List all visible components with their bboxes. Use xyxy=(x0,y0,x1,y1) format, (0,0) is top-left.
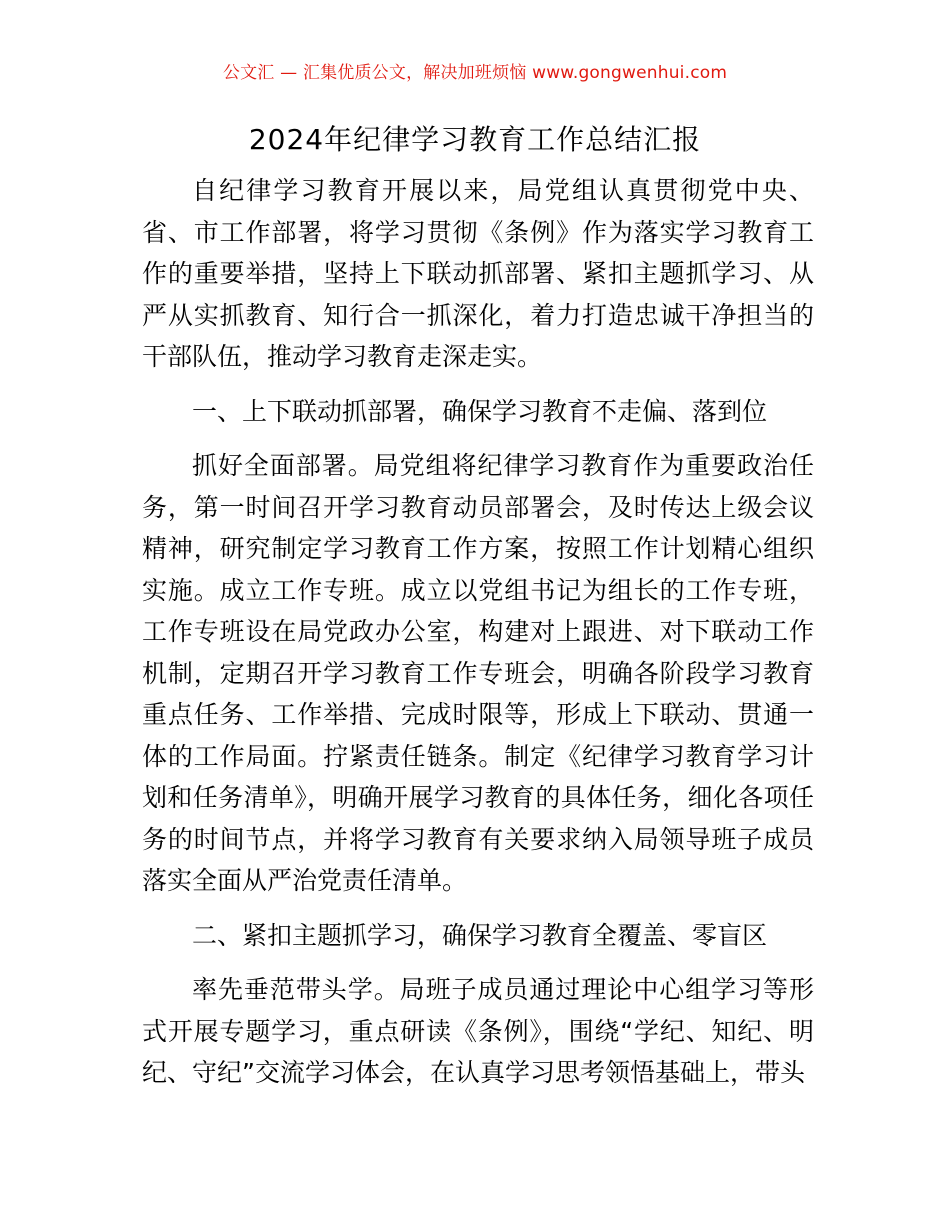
document-body xyxy=(142,170,814,1107)
section-heading-2: 二、紧扣主题抓学习，确保学习教育全覆盖、零盲区 xyxy=(192,920,768,950)
section-2-paragraph: 率先垂范带头学。局班子成员通过理论中心组学习等形式开展专题学习，重点研读《条例》，围绕“学纪、知纪、明纪、守纪”交流学习体会，在认真学习思考领悟基础上，带头 xyxy=(142,975,814,1087)
section-1-paragraph: 抓好全面部署。局党组将纪律学习教育作为重要政治任务，第一时间召开学习教育动员部署会，及时传达上级会议精神，研究制定学习教育工作方案，按照工作计划精心组织实施。成立工作专班。成立以党组书记为组长的工作专班，工作专班设在局党政办公室，构建对上跟进、对下联动工作机制，定期召开学习教育工作专班会，明确各阶段学习教育重点任务、工作举措、完成时限等，形成上下联动、贯通一体的工作局面。拧紧责任链条。制定《纪律学习教育学习计划和任务清单》，明确开展学习教育的具体任务，细化各项任务的时间节点，并将学习教育有关要求纳入局领导班子成员落实全面从严治党责任清单。 xyxy=(142,451,814,895)
section-heading-1: 一、上下联动抓部署，确保学习教育不走偏、落到位 xyxy=(192,396,768,426)
site-header-banner: 公文汇 — 汇集优质公文，解决加班烦恼 www.gongwenhui.com xyxy=(222,63,728,83)
intro-paragraph: 自纪律学习教育开展以来，局党组认真贯彻党中央、省、市工作部署，将学习贯彻《条例》作为落实学习教育工作的重要举措，坚持上下联动抓部署、紧扣主题抓学习、从严从实抓教育、知行合一抓深化，着力打造忠诚干净担当的干部队伍，推动学习教育走深走实。 xyxy=(142,176,814,371)
document-title: 2024年纪律学习教育工作总结汇报 xyxy=(248,123,702,156)
